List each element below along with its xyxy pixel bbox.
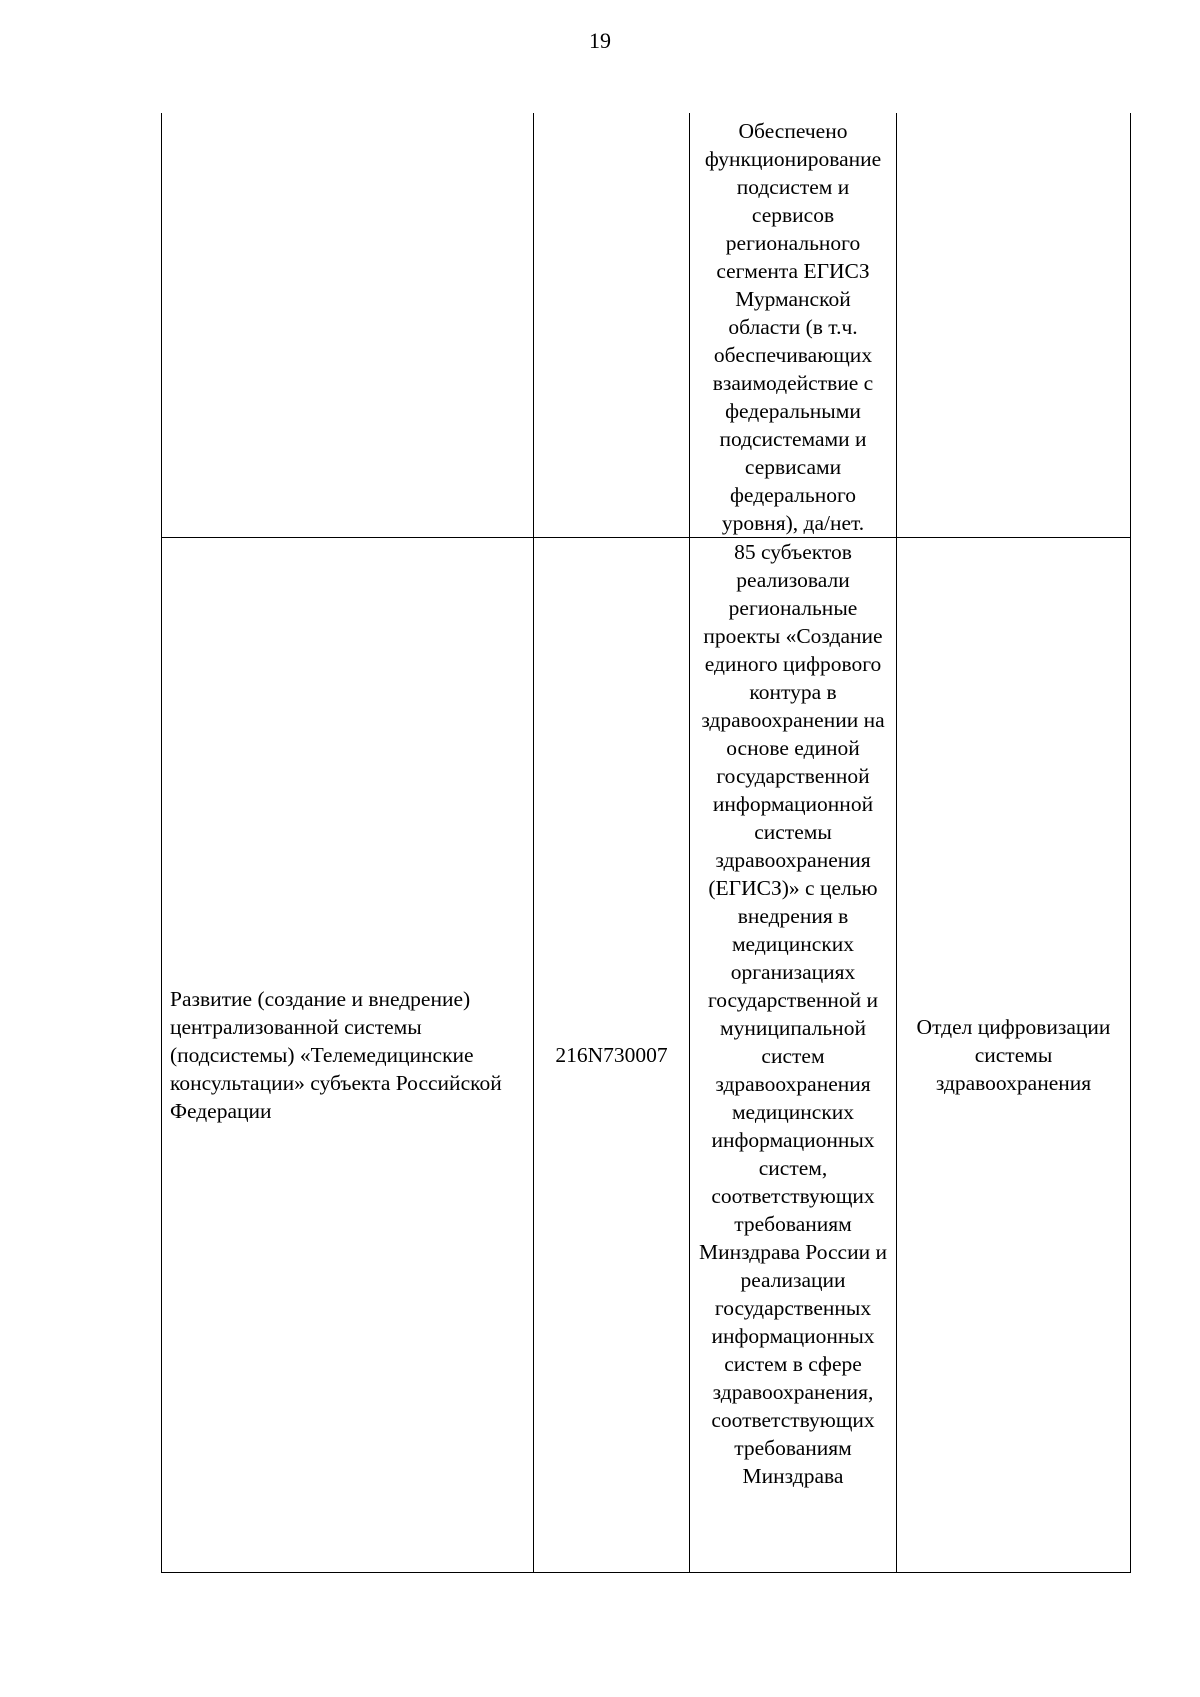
measure-code-cell	[534, 113, 690, 538]
measure-name-cell: Развитие (создание и внедрение) централизованной системы (подсистемы) «Телемедицинские консультации» субъекта Российской Федерации	[162, 538, 534, 1573]
measure-result-text: Обеспечено функционирование подсистем и сервисов регионального сегмента ЕГИСЗ Мурманской области (в т.ч. обеспечивающих взаимодействие с федеральными подсистемами и сервисами федерального уровня), да/нет.	[704, 119, 882, 535]
measure-result-text: 85 субъектов реализовали региональные проекты «Создание единого цифрового контура в здравоохранении на основе единой государственной информационной системы здравоохранения (ЕГИСЗ)» с целью внедрения в медицинских организациях государственной и муниципальной систем здравоохранения медицинских информационных систем, соответствующих требованиям Минздрава России и реализации государственных информационных систем в сфере здравоохранения, соответствующих требованиям Минздрава	[699, 540, 887, 1488]
table-row	[162, 538, 1131, 1573]
measure-result-cell	[690, 538, 897, 1573]
measures-table	[161, 113, 1131, 1573]
measure-result-cell	[690, 113, 897, 538]
table-row	[162, 113, 1131, 538]
responsible-cell: Отдел цифровизации системы здравоохранения	[897, 538, 1131, 1573]
measure-code-cell: 216N730007	[534, 538, 690, 1573]
responsible-cell	[897, 113, 1131, 538]
page-number: 19	[589, 28, 611, 53]
measure-name-cell	[162, 113, 534, 538]
